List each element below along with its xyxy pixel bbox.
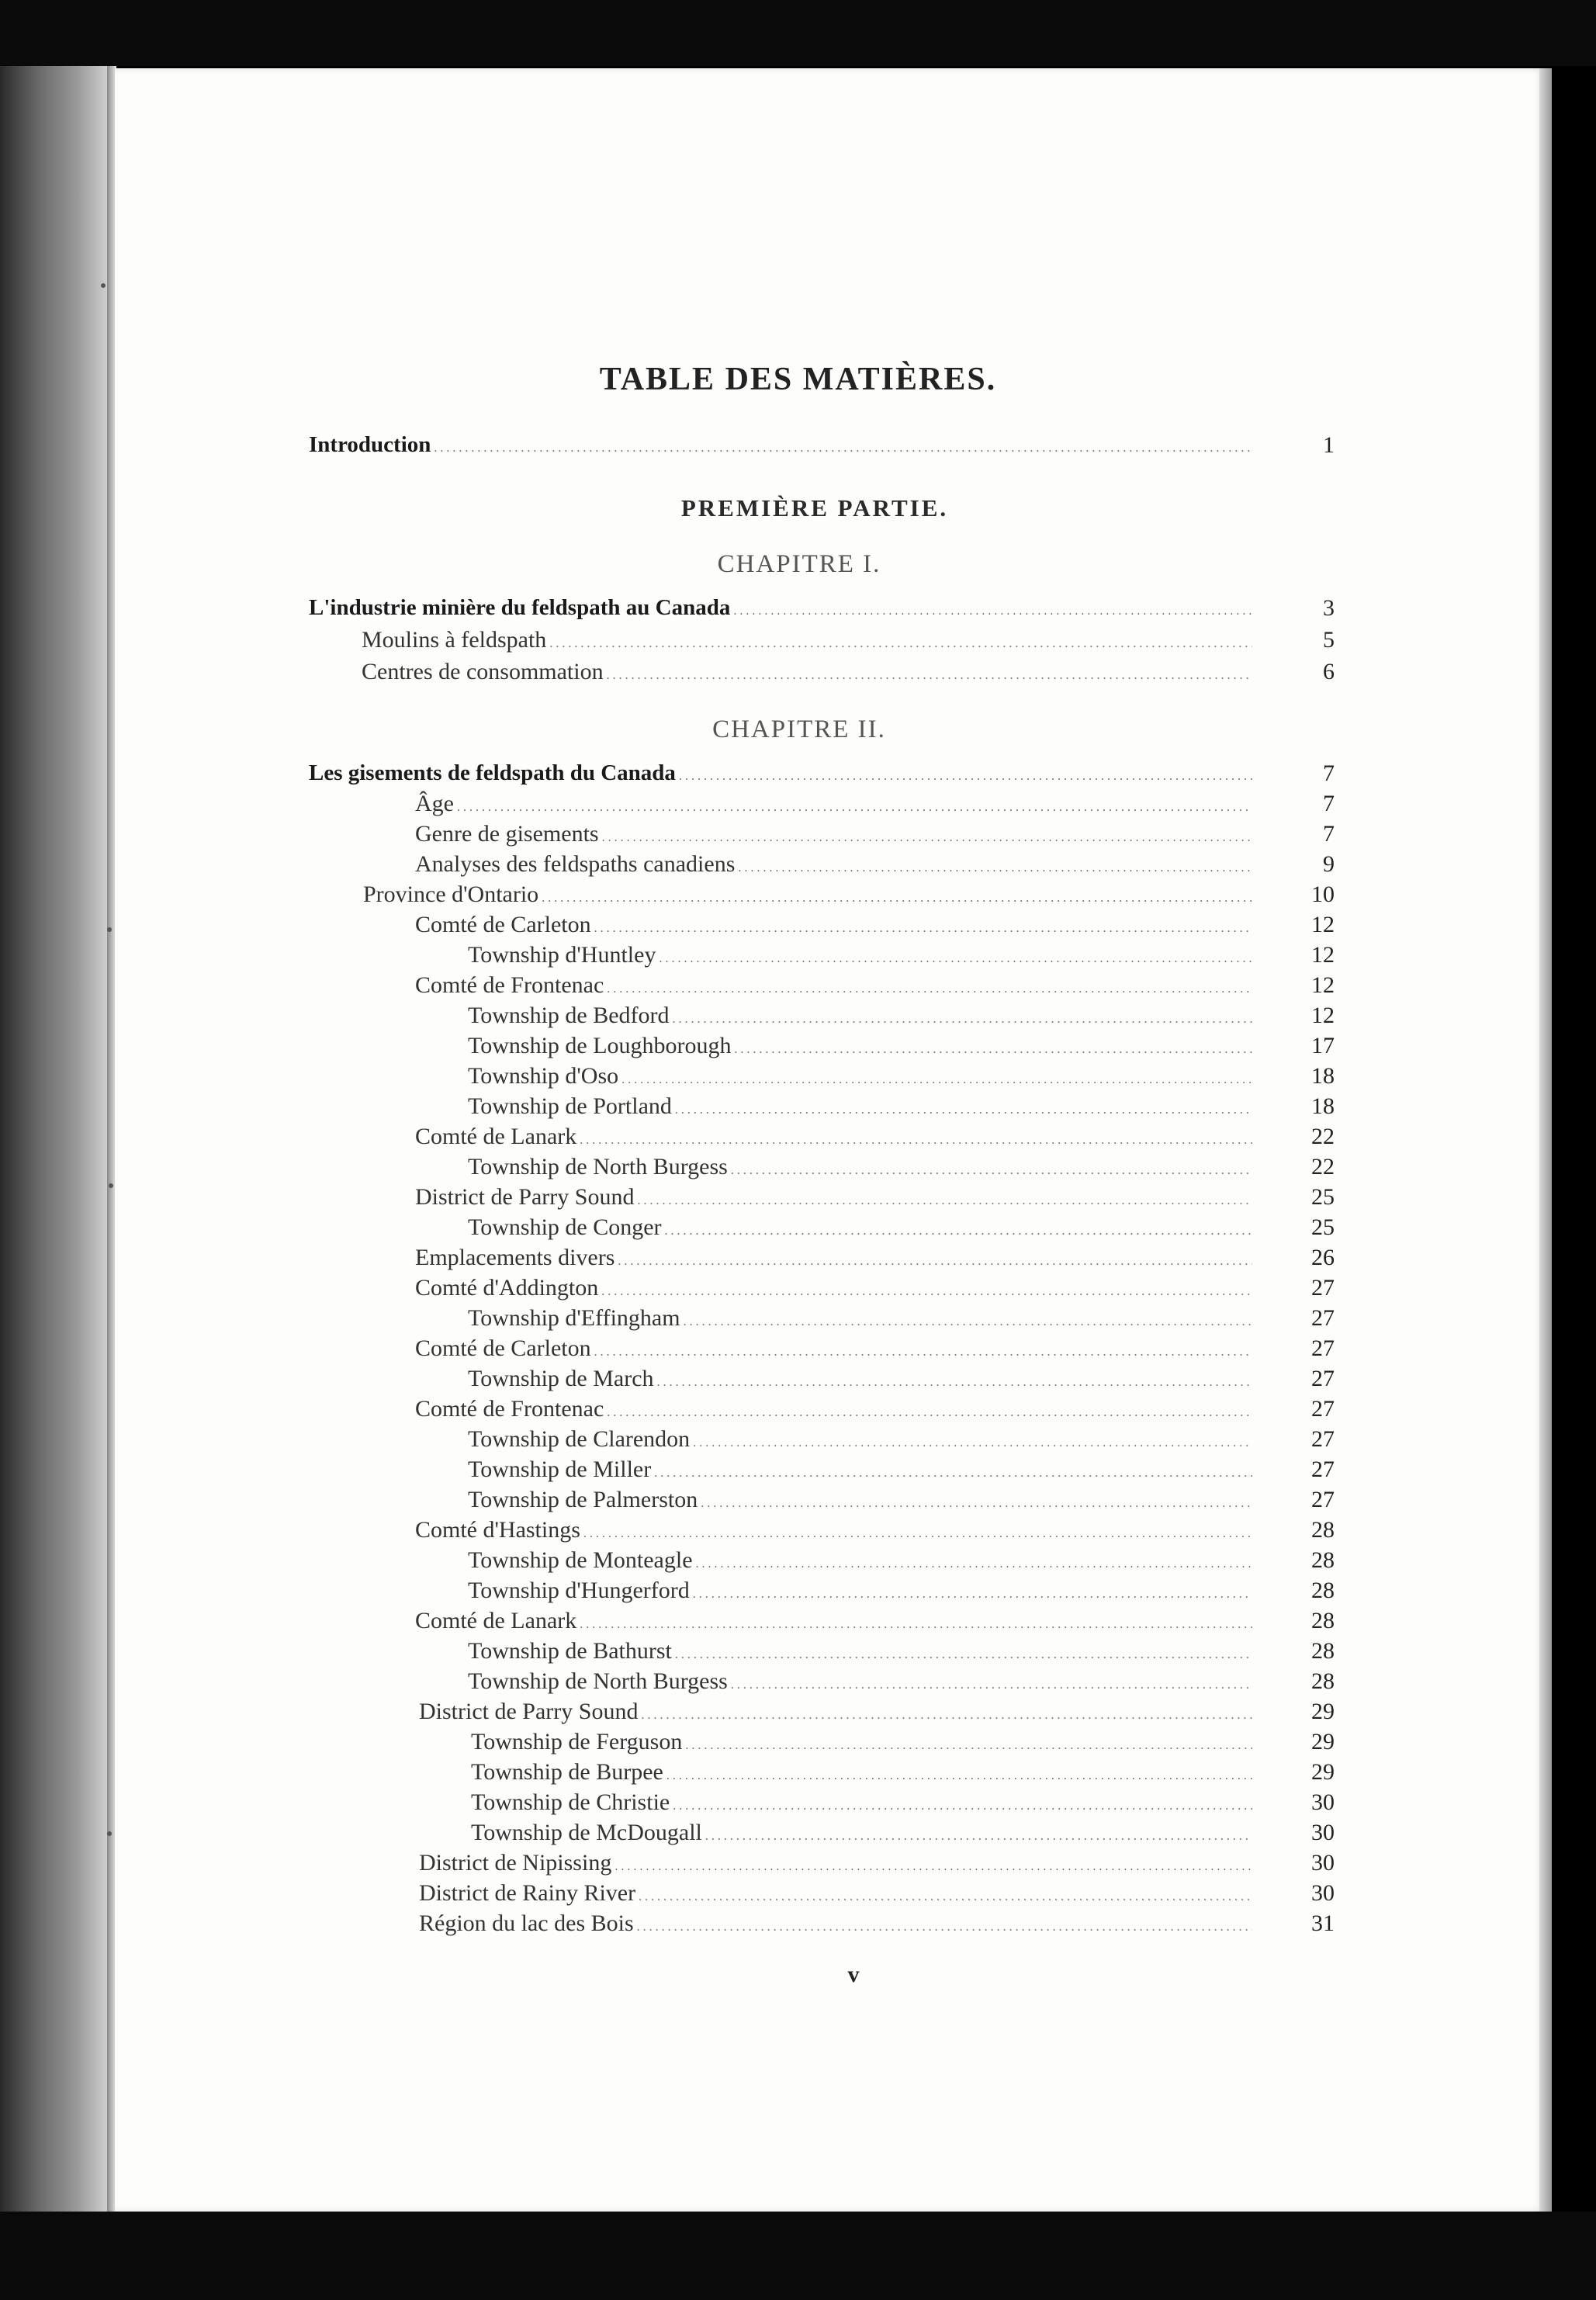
toc-entry-label: Genre de gisements (415, 821, 599, 847)
toc-page-number: 25 (1311, 1184, 1335, 1210)
toc-page-number: 30 (1311, 1850, 1335, 1876)
toc-entry[interactable] (471, 1729, 1255, 1755)
toc-entry-label: Township d'Huntley (468, 942, 656, 968)
toc-entry-label: Comté de Frontenac (415, 1396, 604, 1422)
toc-entry-label: Les gisements de feldspath du Canada (309, 760, 676, 785)
chapter-heading: CHAPITRE II. (712, 715, 886, 743)
dot-leader (637, 1910, 1252, 1937)
toc-entry[interactable] (415, 1396, 1255, 1422)
dot-leader (641, 1699, 1252, 1725)
toc-entry[interactable] (415, 1184, 1255, 1211)
toc-page-number: 1 (1323, 432, 1335, 458)
toc-page-number: 7 (1323, 791, 1335, 816)
toc-entry[interactable] (419, 1910, 1255, 1937)
toc-page-number: 18 (1311, 1093, 1335, 1119)
dot-leader (675, 1638, 1252, 1664)
toc-page-number: 31 (1311, 1910, 1335, 1936)
dot-leader (618, 1245, 1252, 1271)
dot-leader (639, 1880, 1252, 1907)
toc-entry-label: Comté d'Addington (415, 1275, 599, 1301)
toc-entry-label: Région du lac des Bois (419, 1910, 634, 1936)
toc-entry-label: Moulins à feldspath (362, 627, 547, 653)
toc-page-number: 12 (1311, 942, 1335, 968)
toc-page-number: 28 (1311, 1517, 1335, 1543)
toc-entry[interactable] (415, 821, 1255, 847)
toc-entry-label: Township de Monteagle (468, 1547, 693, 1573)
dot-leader (679, 760, 1252, 786)
toc-entry-label: Township de North Burgess (468, 1668, 728, 1694)
dot-leader (607, 972, 1252, 999)
toc-entry-label: Comté d'Hastings (415, 1517, 580, 1543)
toc-page-number: 27 (1311, 1275, 1335, 1301)
toc-page-number: 27 (1311, 1366, 1335, 1391)
toc-page-number: 28 (1311, 1578, 1335, 1603)
toc-entry-label: Township de Bathurst (468, 1638, 672, 1664)
dot-leader (733, 595, 1252, 621)
dot-leader (542, 882, 1252, 908)
dot-leader (693, 1426, 1252, 1453)
dot-leader (602, 821, 1252, 847)
toc-page-number: 30 (1311, 1789, 1335, 1815)
toc-entry-label: Comté de Lanark (415, 1124, 577, 1149)
dot-leader (665, 1214, 1252, 1241)
toc-entry-label: Township de Loughborough (468, 1033, 732, 1058)
dot-leader (621, 1063, 1252, 1089)
dot-leader (657, 1366, 1252, 1392)
toc-entry-label: District de Rainy River (419, 1880, 636, 1906)
toc-entry[interactable] (468, 1668, 1255, 1695)
toc-entry[interactable] (468, 1154, 1255, 1180)
dot-leader (654, 1457, 1252, 1483)
dot-leader (666, 1759, 1252, 1786)
toc-entry[interactable] (468, 1093, 1255, 1120)
toc-page-number: 27 (1311, 1457, 1335, 1482)
dot-leader (580, 1608, 1252, 1634)
toc-entry[interactable] (415, 1245, 1255, 1271)
toc-title: TABLE DES MATIÈRES. (599, 362, 997, 397)
toc-entry-label: Introduction (309, 432, 431, 457)
toc-entry[interactable] (415, 1335, 1255, 1362)
toc-entry[interactable] (468, 1547, 1255, 1574)
toc-entry[interactable] (468, 1033, 1255, 1059)
toc-entry[interactable] (415, 851, 1255, 878)
toc-entry[interactable] (415, 1124, 1255, 1150)
toc-entry[interactable] (468, 1426, 1255, 1453)
toc-page-number: 28 (1311, 1638, 1335, 1664)
toc-entry[interactable] (471, 1820, 1255, 1846)
toc-entry-label: Township de Christie (471, 1789, 670, 1815)
toc-page-number: 27 (1311, 1396, 1335, 1422)
toc-entry-label: Township de McDougall (471, 1820, 702, 1845)
toc-page-number: 29 (1311, 1729, 1335, 1754)
toc-entry-label: Âge (415, 791, 454, 816)
toc-entry-label: Centres de consommation (362, 659, 604, 684)
toc-page-number: 6 (1323, 659, 1335, 684)
dot-leader (434, 432, 1252, 458)
toc-entry-label: Township d'Hungerford (468, 1578, 690, 1603)
toc-page-number: 28 (1311, 1547, 1335, 1573)
dot-leader (607, 659, 1252, 685)
dot-leader (738, 851, 1252, 878)
toc-entry-label: District de Nipissing (419, 1850, 612, 1876)
toc-page-number: 17 (1311, 1033, 1335, 1058)
dot-leader (659, 942, 1252, 968)
toc-entry[interactable] (415, 1608, 1255, 1634)
scan-speck (107, 927, 112, 932)
toc-entry[interactable] (415, 1517, 1255, 1543)
dot-leader (583, 1517, 1252, 1543)
dot-leader (673, 1789, 1252, 1816)
toc-entry[interactable] (419, 1699, 1255, 1725)
dot-leader (701, 1487, 1252, 1513)
toc-entry[interactable] (415, 791, 1255, 817)
toc-entry[interactable] (309, 595, 1255, 621)
toc-page-number: 5 (1323, 627, 1335, 653)
toc-entry-label: Comté de Carleton (415, 1335, 591, 1361)
toc-entry[interactable] (363, 882, 1255, 908)
dot-leader (580, 1124, 1252, 1150)
toc-page-number: 3 (1323, 595, 1335, 621)
toc-entry[interactable] (468, 1457, 1255, 1483)
toc-entry-label: Township de Clarendon (468, 1426, 691, 1452)
toc-page-number: 25 (1311, 1214, 1335, 1240)
toc-entry[interactable] (468, 942, 1255, 968)
toc-page-number: 18 (1311, 1063, 1335, 1089)
toc-page-number: 30 (1311, 1880, 1335, 1906)
toc-entry-introduction[interactable] (309, 432, 1255, 458)
toc-entry[interactable] (309, 760, 1255, 786)
dot-leader (705, 1820, 1252, 1846)
scan-speck (107, 1831, 112, 1836)
toc-page-number: 7 (1323, 821, 1335, 847)
toc-entry-label: Township de Palmerston (468, 1487, 698, 1512)
toc-entry[interactable] (415, 972, 1255, 999)
toc-page-number: 27 (1311, 1335, 1335, 1361)
toc-entry-label: Township d'Effingham (468, 1305, 680, 1331)
toc-page-number: 27 (1311, 1305, 1335, 1331)
toc-page-number: 26 (1311, 1245, 1335, 1270)
chapter-heading: CHAPITRE I. (717, 550, 881, 578)
toc-entry[interactable] (468, 1366, 1255, 1392)
dot-leader (549, 627, 1252, 653)
toc-entry-label: Comté de Carleton (415, 912, 591, 937)
toc-page-number: 27 (1311, 1426, 1335, 1452)
scan-speck (101, 283, 106, 288)
toc-page-number: 28 (1311, 1608, 1335, 1633)
toc-entry[interactable] (468, 1487, 1255, 1513)
toc-entry[interactable] (362, 627, 1255, 653)
toc-entry-label: Township de Burpee (471, 1759, 663, 1785)
part-heading: PREMIÈRE PARTIE. (680, 494, 949, 521)
dot-leader (696, 1547, 1252, 1574)
dot-leader (731, 1154, 1252, 1180)
toc-entry[interactable] (415, 912, 1255, 938)
dot-leader (735, 1033, 1252, 1059)
toc-page-number: 12 (1311, 972, 1335, 998)
toc-entry[interactable] (468, 1638, 1255, 1664)
toc-entry[interactable] (471, 1759, 1255, 1786)
dot-leader (731, 1668, 1252, 1695)
dot-leader (607, 1396, 1252, 1422)
toc-entry-label: District de Parry Sound (415, 1184, 635, 1210)
toc-entry-label: Township de Bedford (468, 1003, 670, 1028)
toc-page-number: 22 (1311, 1124, 1335, 1149)
dot-leader (457, 791, 1252, 817)
dot-leader (601, 1275, 1252, 1301)
scan-speck (109, 1183, 113, 1188)
toc-entry[interactable] (415, 1275, 1255, 1301)
toc-page-number: 29 (1311, 1699, 1335, 1724)
toc-entry-label: Comté de Frontenac (415, 972, 604, 998)
toc-entry-label: Township de March (468, 1366, 654, 1391)
dot-leader (637, 1184, 1252, 1211)
toc-entry[interactable] (471, 1789, 1255, 1816)
toc-entry-label: District de Parry Sound (419, 1699, 639, 1724)
toc-entry-label: Township de Portland (468, 1093, 672, 1119)
toc-entry[interactable] (419, 1850, 1255, 1876)
toc-page-number: 30 (1311, 1820, 1335, 1845)
toc-page-number: 12 (1311, 912, 1335, 937)
toc-page-number: 22 (1311, 1154, 1335, 1179)
toc-entry-label: L'industrie minière du feldspath au Canada (309, 595, 731, 620)
dot-leader (685, 1729, 1252, 1755)
toc-entry[interactable] (468, 1305, 1255, 1332)
toc-entry[interactable] (362, 659, 1255, 685)
dot-leader (673, 1003, 1252, 1029)
toc-entry-label: Township de Conger (468, 1214, 662, 1240)
scan-bottom-edge (0, 2212, 1596, 2300)
toc-entry-label: Township de Miller (468, 1457, 652, 1482)
toc-entry-label: Township de Ferguson (471, 1729, 683, 1754)
toc-page-number: 10 (1311, 882, 1335, 907)
toc-entry-label: Province d'Ontario (363, 882, 539, 907)
dot-leader (615, 1850, 1252, 1876)
dot-leader (594, 912, 1252, 938)
toc-page-number: 28 (1311, 1668, 1335, 1694)
toc-page-number: 27 (1311, 1487, 1335, 1512)
toc-entry-label: Emplacements divers (415, 1245, 615, 1270)
toc-entry-label: Analyses des feldspaths canadiens (415, 851, 736, 877)
dot-leader (693, 1578, 1252, 1604)
toc-page-number: 7 (1323, 760, 1335, 786)
page-folio: v (847, 1962, 860, 1987)
toc-entry[interactable] (468, 1214, 1255, 1241)
toc-entry[interactable] (419, 1880, 1255, 1907)
dot-leader (684, 1305, 1252, 1332)
toc-entry-label: Comté de Lanark (415, 1608, 577, 1633)
toc-entry[interactable] (468, 1578, 1255, 1604)
toc-page-number: 29 (1311, 1759, 1335, 1785)
toc-entry[interactable] (468, 1003, 1255, 1029)
toc-page-number: 12 (1311, 1003, 1335, 1028)
toc-entry[interactable] (468, 1063, 1255, 1089)
dot-leader (594, 1335, 1252, 1362)
scan-top-edge (0, 0, 1596, 66)
toc-entry-label: Township d'Oso (468, 1063, 619, 1089)
toc-entry-label: Township de North Burgess (468, 1154, 728, 1179)
dot-leader (675, 1093, 1252, 1120)
toc-page-number: 9 (1323, 851, 1335, 877)
